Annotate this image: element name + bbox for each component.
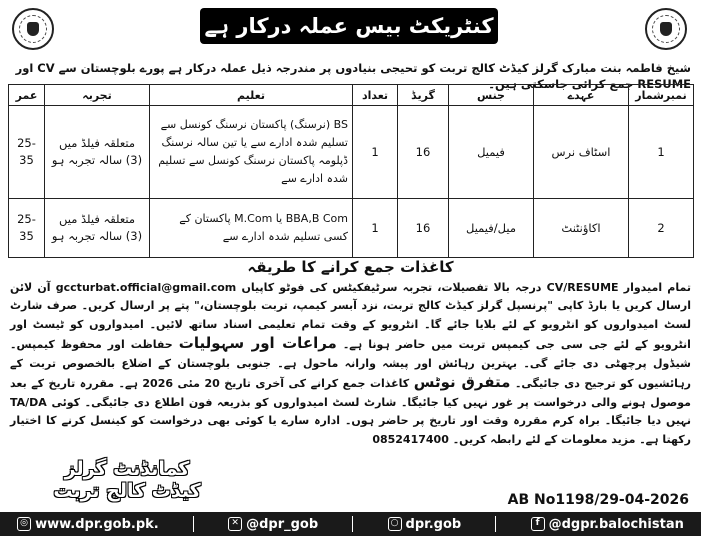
signature-line-1: کمانڈنٹ گرلز bbox=[64, 458, 190, 480]
cell-count: 1 bbox=[353, 199, 398, 258]
cell-serial: 1 bbox=[629, 106, 694, 199]
cell-age: 25-35 bbox=[9, 106, 45, 199]
col-header-education: تعلیم bbox=[150, 85, 353, 106]
cell-education: BS (نرسنگ) پاکستان نرسنگ کونسل سے تسلیم شدہ ادارے سے یا تین سالہ نرسنگ ڈپلومہ پاکستان نرسنگ کونسل سے تسلیم شدہ ادارے سے bbox=[150, 106, 353, 199]
facebook-icon: f bbox=[531, 517, 545, 531]
page-title: کنٹریکٹ بیس عملہ درکار ہے bbox=[200, 8, 498, 44]
website-link[interactable]: www.dpr.gob.pk. bbox=[35, 516, 159, 532]
cell-post: اسٹاف نرس bbox=[534, 106, 629, 199]
cell-experience: متعلقہ فیلڈ میں (3) سالہ تجربہ ہو bbox=[45, 106, 150, 199]
twitter-handle[interactable]: @dpr_gob bbox=[246, 516, 319, 532]
footer-website[interactable] bbox=[17, 517, 159, 532]
footer-bar bbox=[0, 512, 701, 536]
cell-gender: میل/فیمیل bbox=[449, 199, 534, 258]
cell-gender: فیمیل bbox=[449, 106, 534, 199]
apply-text: تمام امیدوار CV/RESUME درجہ بالا تفصیلات، تجربہ سرٹیفکیٹس کی فوٹو کاپیاں gccturbat.official@gmail.com آن لائن ارسال کریں یا بارڈ کاپی "پرنسپل گرلز کیڈٹ کالج تربت، نزد آبسر کیمپ، تربت بلوچستان،" پتے پر ارسال کریں۔ صرف شارٹ لسٹ امیدواروں کو انٹرویو کے لئے بلایا جائے گا۔ انٹرویو کے وقت تمام تعلیمی اسناد ساتھ لائیں۔ امیدواروں کو ٹیسٹ اور انٹرویو کے لئے جی سی جی کیمپس تربت میں حاضر ہونا ہے۔ bbox=[10, 280, 691, 351]
col-header-count: تعداد bbox=[353, 85, 398, 106]
cell-post: اکاؤنٹنٹ bbox=[534, 199, 629, 258]
footer-divider bbox=[352, 516, 353, 532]
benefits-heading: مراعات اور سہولیات bbox=[178, 334, 337, 352]
instagram-icon: ○ bbox=[388, 517, 402, 531]
emblem-left-logo bbox=[12, 8, 54, 50]
apply-heading: کاغذات جمع کرانے کا طریقہ bbox=[247, 258, 454, 276]
globe-icon: ◎ bbox=[17, 517, 31, 531]
footer-divider bbox=[495, 516, 496, 532]
cell-grade: 16 bbox=[398, 106, 449, 199]
cell-age: 25-35 bbox=[9, 199, 45, 258]
col-header-gender: جنس bbox=[449, 85, 534, 106]
col-header-grade: گریڈ bbox=[398, 85, 449, 106]
cell-count: 1 bbox=[353, 106, 398, 199]
footer-instagram[interactable] bbox=[388, 517, 462, 532]
intro-text: شیخ فاطمہ بنت مبارک گرلز کیڈٹ کالج تربت کو تحیجی بنیادوں پر مندرجہ ذیل عملہ درکار ہے پورے بلوچستان سے CV اور RESUME جمع کرائی جاسکتی ہیں۔ bbox=[15, 61, 691, 91]
col-header-experience: تجربہ bbox=[45, 85, 150, 106]
table-row bbox=[9, 199, 694, 258]
table-row bbox=[9, 106, 694, 199]
facebook-handle[interactable]: @dgpr.balochistan bbox=[548, 516, 684, 532]
advertisement-number: AB No1198/29-04-2026 bbox=[507, 492, 689, 508]
twitter-icon: ✕ bbox=[228, 517, 242, 531]
benefits-text: حفاظت اور محفوظ کیمپس۔ شیڈول پرچھٹی دی جائے گی۔ بہترین رہائش اور پیشہ وارانہ ماحول ہے۔ جنوبی بلوچستان کے اضلاع بالخصوص تربت کے رہائشیوں کو ترجیح دی جائیگی۔ bbox=[10, 338, 691, 390]
college-crest-logo bbox=[645, 8, 687, 50]
col-header-post: عہدے bbox=[534, 85, 629, 106]
cell-education: BBA,B Com یا M.Com پاکستان کے کسی تسلیم شدہ ادارے سے bbox=[150, 199, 353, 258]
cell-grade: 16 bbox=[398, 199, 449, 258]
col-header-serial: نمبرشمار bbox=[629, 85, 694, 106]
footer-divider bbox=[193, 516, 194, 532]
signature-block bbox=[12, 458, 242, 502]
signature-line-2: کیڈٹ کالج تربت bbox=[53, 480, 201, 502]
col-header-age: عمر bbox=[9, 85, 45, 106]
jobs-table bbox=[8, 84, 694, 258]
footer-facebook[interactable] bbox=[531, 517, 684, 532]
cell-experience: متعلقہ فیلڈ میں (3) سالہ تجربہ ہو bbox=[45, 199, 150, 258]
instagram-handle[interactable]: dpr.gob bbox=[405, 516, 462, 532]
notice-heading: متفرق نوٹس bbox=[413, 373, 511, 391]
table-header-row bbox=[9, 85, 694, 106]
application-body bbox=[10, 258, 691, 449]
cell-serial: 2 bbox=[629, 199, 694, 258]
footer-twitter[interactable] bbox=[228, 517, 318, 532]
notice-text: کاغذات جمع کرانے کی آخری تاریخ 20 مئی 2026 ہے۔ مقررہ تاریخ کے بعد موصول ہونے والی درخواست پر غور نہیں کیا جائیگا۔ شارٹ لسٹ امیدواروں کو بذریعہ فون اطلاع دی جائیگی۔ کوئی TA/DA نہیں دیا جائیگا۔ براہ کرم مقررہ وقت اور تاریخ پر حاضر ہوں۔ ادارہ سارے یا کوئی بھی درخواست کو کینسل کرنے کا اختیار رکھتا ہے۔ مزید معلومات کے لئے رابطہ کریں۔ 0852417400 bbox=[10, 377, 691, 446]
